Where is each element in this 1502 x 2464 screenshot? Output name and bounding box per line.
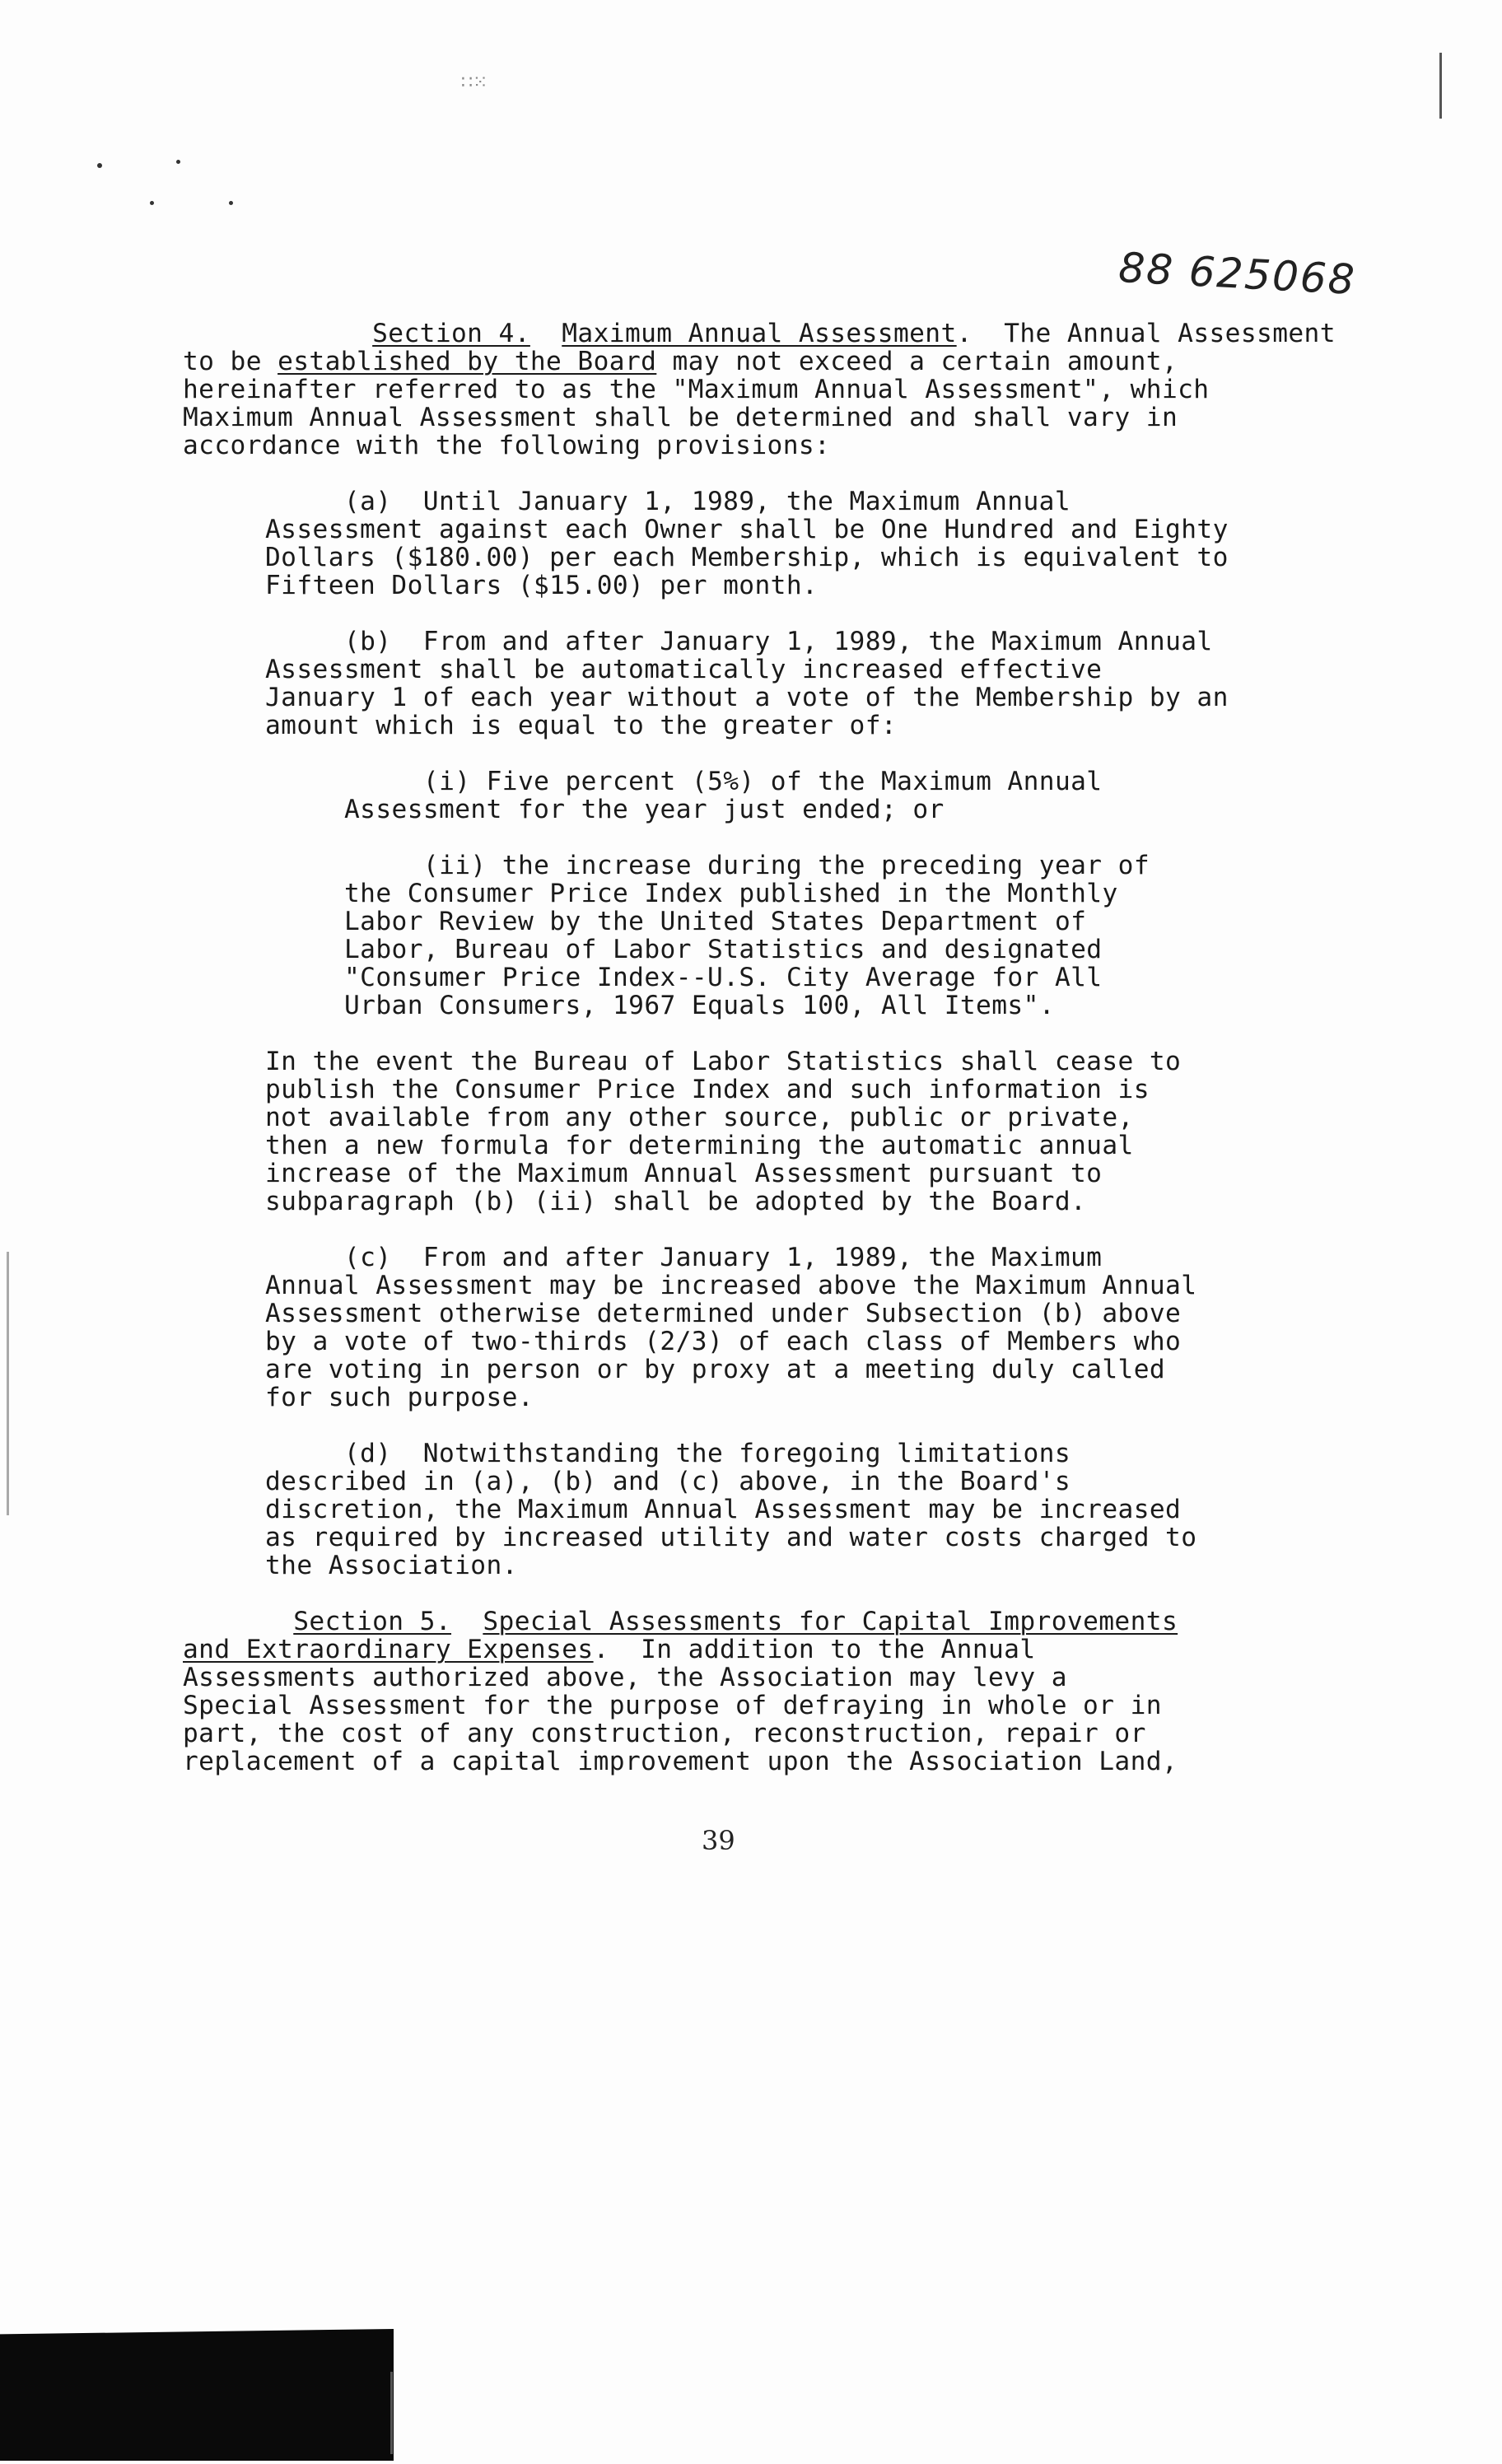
text-run [183, 319, 372, 348]
text-run: Urban Consumers, 1967 Equals 100, All Items". [344, 991, 1055, 1020]
text-run: discretion, the Maximum Annual Assessment may be increased [265, 1495, 1182, 1524]
scan-speck [150, 201, 154, 205]
paragraph-gap [183, 1216, 1369, 1244]
paragraph-para-b-i [183, 768, 1369, 824]
text-run: Labor, Bureau of Labor Statistics and designated [344, 935, 1103, 964]
text-run: January 1 of each year without a vote of the Membership by an [265, 683, 1229, 712]
paragraph-para-a [183, 488, 1369, 600]
text-line [265, 684, 1369, 712]
text-line [265, 1356, 1369, 1384]
scan-edge-line [7, 1252, 9, 1515]
text-line [183, 1748, 1369, 1776]
text-run: by a vote of two-thirds (2/3) of each class of Members who [265, 1327, 1182, 1356]
underlined-heading: Section 5. [293, 1607, 452, 1636]
text-line [265, 628, 1369, 656]
text-run: . In addition to the Annual [593, 1635, 1036, 1664]
text-line [265, 1076, 1369, 1104]
scan-speck [176, 160, 180, 164]
text-line [344, 908, 1369, 936]
text-run: hereinafter referred to as the "Maximum Annual Assessment", which [183, 375, 1210, 404]
text-line [344, 880, 1369, 908]
text-run: to be [183, 347, 278, 376]
text-run: (a) Until January 1, 1989, the Maximum Annual [265, 487, 1071, 516]
paragraph-gap [183, 600, 1369, 628]
text-run: the Association. [265, 1551, 518, 1580]
text-line [183, 432, 1369, 460]
text-line [183, 376, 1369, 404]
paragraph-para-bls [183, 1048, 1369, 1216]
text-run [451, 1607, 483, 1636]
text-run: are voting in person or by proxy at a meeting duly called [265, 1355, 1166, 1384]
text-line [265, 1048, 1369, 1076]
scan-speck [229, 201, 233, 205]
text-line [344, 964, 1369, 992]
text-run [530, 319, 562, 348]
document-body [183, 320, 1369, 1776]
text-run: Assessment otherwise determined under Subsection (b) above [265, 1299, 1182, 1328]
text-line [344, 768, 1369, 796]
faint-stamp-mark: ∷⁙ [461, 72, 488, 93]
text-run: described in (a), (b) and (c) above, in the Board's [265, 1467, 1071, 1496]
text-line [183, 404, 1369, 432]
text-run: Assessment shall be automatically increased effective [265, 655, 1103, 684]
text-run: (i) Five percent (5%) of the Maximum Annual [344, 767, 1103, 796]
scan-speck [97, 163, 102, 168]
text-run: Assessment for the year just ended; or [344, 795, 945, 824]
text-line [265, 1132, 1369, 1160]
text-run: may not exceed a certain amount, [656, 347, 1178, 376]
paragraph-gap [183, 740, 1369, 768]
paragraph-gap [183, 1580, 1369, 1608]
paragraph-para-b-ii [183, 852, 1369, 1020]
binding-shadow [0, 2329, 394, 2461]
text-run: for such purpose. [265, 1383, 534, 1412]
text-line [183, 1608, 1369, 1636]
text-line [265, 712, 1369, 740]
text-run: the Consumer Price Index published in the Monthly [344, 879, 1118, 908]
text-line [265, 1272, 1369, 1300]
text-run: then a new formula for determining the automatic annual [265, 1131, 1134, 1160]
paragraph-para-b [183, 628, 1369, 740]
text-line [344, 936, 1369, 964]
text-line [265, 1328, 1369, 1356]
underlined-heading: Special Assessments for Capital Improvements [483, 1607, 1178, 1636]
text-line [265, 1384, 1369, 1412]
text-run: accordance with the following provisions: [183, 431, 831, 460]
text-line [265, 1244, 1369, 1272]
text-run: increase of the Maximum Annual Assessment pursuant to [265, 1159, 1103, 1188]
text-run: replacement of a capital improvement upon the Association Land, [183, 1747, 1178, 1776]
paragraph-gap [183, 1412, 1369, 1440]
text-run: Labor Review by the United States Department of [344, 907, 1087, 936]
text-line [265, 572, 1369, 600]
text-line [344, 796, 1369, 824]
text-run: Dollars ($180.00) per each Membership, which is equivalent to [265, 543, 1229, 572]
text-run: Annual Assessment may be increased above the Maximum Annual [265, 1271, 1197, 1300]
underlined-heading: Section 4. [372, 319, 530, 348]
text-line [344, 852, 1369, 880]
text-run: subparagraph (b) (ii) shall be adopted by the Board. [265, 1187, 1087, 1216]
paragraph-para-d [183, 1440, 1369, 1580]
text-run: part, the cost of any construction, reconstruction, repair or [183, 1719, 1146, 1748]
text-line [265, 1160, 1369, 1188]
paragraph-sec5 [183, 1608, 1369, 1776]
text-line [265, 1104, 1369, 1132]
text-run: . The Annual Assessment [956, 319, 1336, 348]
underlined-heading: established by the Board [278, 347, 657, 376]
text-line [265, 488, 1369, 516]
text-line [183, 1692, 1369, 1720]
text-line [265, 1440, 1369, 1468]
text-run: Special Assessment for the purpose of defraying in whole or in [183, 1691, 1162, 1720]
text-line [265, 1468, 1369, 1496]
document-number: 88 625068 [1117, 244, 1357, 305]
text-line [265, 1188, 1369, 1216]
scan-edge-line [390, 2372, 393, 2454]
text-run: In the event the Bureau of Labor Statistics shall cease to [265, 1047, 1182, 1076]
paragraph-gap [183, 1020, 1369, 1048]
text-run: as required by increased utility and water costs charged to [265, 1523, 1197, 1552]
text-run: Maximum Annual Assessment shall be determined and shall vary in [183, 403, 1178, 432]
text-run: not available from any other source, public or private, [265, 1103, 1134, 1132]
text-line [265, 516, 1369, 544]
page-number: 39 [702, 1825, 735, 1856]
text-line [265, 1524, 1369, 1552]
text-run: amount which is equal to the greater of: [265, 711, 898, 740]
paragraph-gap [183, 824, 1369, 852]
paragraph-gap [183, 460, 1369, 488]
text-run: Assessments authorized above, the Association may levy a [183, 1663, 1067, 1692]
text-line [265, 544, 1369, 572]
text-line [344, 992, 1369, 1020]
text-run: (c) From and after January 1, 1989, the Maximum [265, 1243, 1103, 1272]
text-run: "Consumer Price Index--U.S. City Average for All [344, 963, 1103, 992]
text-line [265, 1300, 1369, 1328]
text-run: (b) From and after January 1, 1989, the Maximum Annual [265, 627, 1213, 656]
text-line [265, 1496, 1369, 1524]
text-run: (d) Notwithstanding the foregoing limitations [265, 1439, 1071, 1468]
text-line [183, 1720, 1369, 1748]
text-line [265, 656, 1369, 684]
underlined-heading: and Extraordinary Expenses [183, 1635, 594, 1664]
text-run [183, 1607, 293, 1636]
text-line [183, 348, 1369, 376]
text-run: Fifteen Dollars ($15.00) per month. [265, 571, 819, 600]
scan-edge-line [1439, 53, 1442, 119]
text-run: (ii) the increase during the preceding year of [344, 851, 1150, 880]
underlined-heading: Maximum Annual Assessment [562, 319, 957, 348]
text-line [183, 1664, 1369, 1692]
text-run: publish the Consumer Price Index and such information is [265, 1075, 1150, 1104]
paragraph-sec4 [183, 320, 1369, 460]
text-line [183, 1636, 1369, 1664]
text-run: Assessment against each Owner shall be One Hundred and Eighty [265, 515, 1229, 544]
text-line [183, 320, 1369, 348]
paragraph-para-c [183, 1244, 1369, 1412]
text-line [265, 1552, 1369, 1580]
